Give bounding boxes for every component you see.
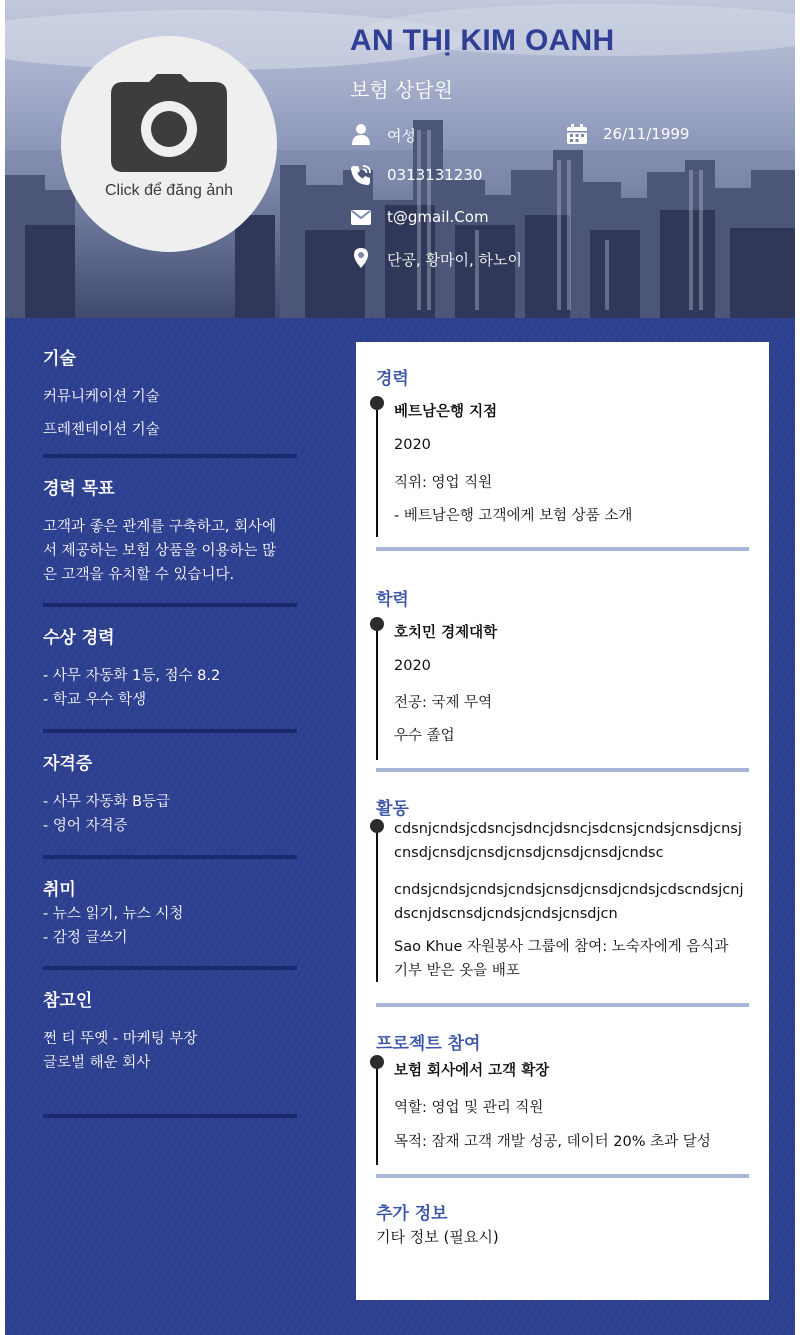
objective-line: 서 제공하는 보험 상품을 이용하는 많 xyxy=(43,543,277,559)
skill-item: 프레젠테이션 기술 xyxy=(43,422,160,438)
section-divider xyxy=(376,1003,749,1007)
photo-caption: Click để đăng ảnh xyxy=(104,182,234,199)
project-name: 보험 회사에서 고객 확장 xyxy=(394,1063,550,1079)
awards-heading: 수상 경력 xyxy=(43,628,115,648)
certificate-item: - 영어 자격증 xyxy=(43,818,128,834)
resume-page xyxy=(5,0,795,1335)
experience-heading: 경력 xyxy=(376,369,409,389)
certificate-item: - 사무 자동화 B등급 xyxy=(43,794,171,810)
education-note: 우수 졸업 xyxy=(394,728,455,744)
birthdate-value: 26/11/1999 xyxy=(603,125,690,143)
experience-position: 직위: 영업 직원 xyxy=(394,475,493,491)
timeline-line xyxy=(376,623,378,760)
user-icon xyxy=(350,123,372,145)
timeline-dot xyxy=(370,617,384,631)
certificates-heading: 자격증 xyxy=(43,754,93,774)
references-heading: 참고인 xyxy=(43,991,93,1011)
activity-line: Sao Khue 자원봉사 그룹에 참여: 노숙자에게 음식과 xyxy=(394,939,729,955)
award-item: - 학교 우수 학생 xyxy=(43,692,147,708)
email-value: t@gmail.Com xyxy=(387,208,489,226)
education-major: 전공: 국제 무역 xyxy=(394,695,493,711)
award-item: - 사무 자동화 1등, 점수 8.2 xyxy=(43,668,221,684)
timeline-line xyxy=(376,1061,378,1165)
candidate-name: AN THỊ KIM OANH xyxy=(350,24,615,57)
education-school: 호치민 경제대학 xyxy=(394,625,498,641)
email-icon xyxy=(350,206,372,228)
job-title: 보험 상담원 xyxy=(350,78,453,102)
education-heading: 학력 xyxy=(376,590,409,610)
reference-item: 쩐 티 뚜옛 - 마케팅 부장 xyxy=(43,1031,198,1047)
calendar-icon xyxy=(566,123,588,145)
experience-company: 베트남은행 지점 xyxy=(394,404,498,420)
section-divider xyxy=(376,1174,749,1178)
activity-line: 기부 받은 옷을 배포 xyxy=(394,963,520,979)
activities-heading: 활동 xyxy=(376,799,409,819)
gender-value: 여성 xyxy=(387,127,416,145)
section-divider xyxy=(43,966,297,970)
section-divider xyxy=(43,855,297,859)
photo-upload-placeholder[interactable] xyxy=(61,36,277,252)
timeline-dot xyxy=(370,396,384,410)
section-divider xyxy=(43,1114,297,1118)
timeline-dot xyxy=(370,819,384,833)
skills-heading: 기술 xyxy=(43,349,76,369)
objective-section xyxy=(43,474,297,587)
hobby-item: - 뉴스 읽기, 뉴스 시청 xyxy=(43,906,184,922)
activity-paragraph: cndsjcndsjcndsjcndsjcnsdjcnsdjcndsjcdscndsjcnjdscnjdscnsdjcndsjcndsjcnsdjcn xyxy=(394,882,744,922)
timeline-line xyxy=(376,402,378,537)
project-goal: 목적: 잠재 고객 개발 성공, 데이터 20% 초과 달성 xyxy=(394,1134,711,1150)
awards-section xyxy=(43,623,297,712)
section-divider xyxy=(376,768,749,772)
projects-heading: 프로젝트 참여 xyxy=(376,1034,481,1054)
skills-section xyxy=(43,344,297,442)
project-role: 역할: 영업 및 관리 직원 xyxy=(394,1100,544,1116)
phone-icon xyxy=(350,164,372,186)
objective-line: 은 고객을 유치할 수 있습니다. xyxy=(43,567,235,583)
section-divider xyxy=(376,547,749,551)
additional-info-text: 기타 정보 (필요시) xyxy=(376,1228,499,1246)
header-banner xyxy=(5,0,795,318)
experience-description: - 베트남은행 고객에게 보험 상품 소개 xyxy=(394,508,633,524)
objective-line: 고객과 좋은 관계를 구축하고, 회사에 xyxy=(43,519,277,535)
references-section xyxy=(43,986,297,1075)
section-divider xyxy=(43,603,297,607)
reference-item: 글로벌 해운 회사 xyxy=(43,1055,151,1071)
objective-heading: 경력 목표 xyxy=(43,479,115,499)
section-divider xyxy=(43,454,297,458)
camera-icon xyxy=(111,74,227,172)
certificates-section xyxy=(43,749,297,838)
timeline-dot xyxy=(370,1055,384,1069)
location-pin-icon xyxy=(350,247,372,269)
address-value: 단공, 황마이, 하노이 xyxy=(387,251,522,269)
hobbies-section xyxy=(43,875,297,950)
skill-item: 커뮤니케이션 기술 xyxy=(43,389,160,405)
timeline-line xyxy=(376,826,378,982)
phone-value: 0313131230 xyxy=(387,166,483,184)
section-divider xyxy=(43,729,297,733)
hobbies-heading: 취미 xyxy=(43,880,76,900)
hobby-item: - 감정 글쓰기 xyxy=(43,930,128,946)
main-content-panel xyxy=(356,342,769,1300)
additional-info-heading: 추가 정보 xyxy=(376,1204,448,1224)
experience-year: 2020 xyxy=(394,437,431,453)
activity-paragraph: cdsnjcndsjcdsncjsdncjdsncjsdcnsjcndsjcnsdjcnsjcnsdjcnsdjcnsdjcnsdjcnsdjcnsdjcndsc xyxy=(394,821,742,861)
education-year: 2020 xyxy=(394,658,431,674)
